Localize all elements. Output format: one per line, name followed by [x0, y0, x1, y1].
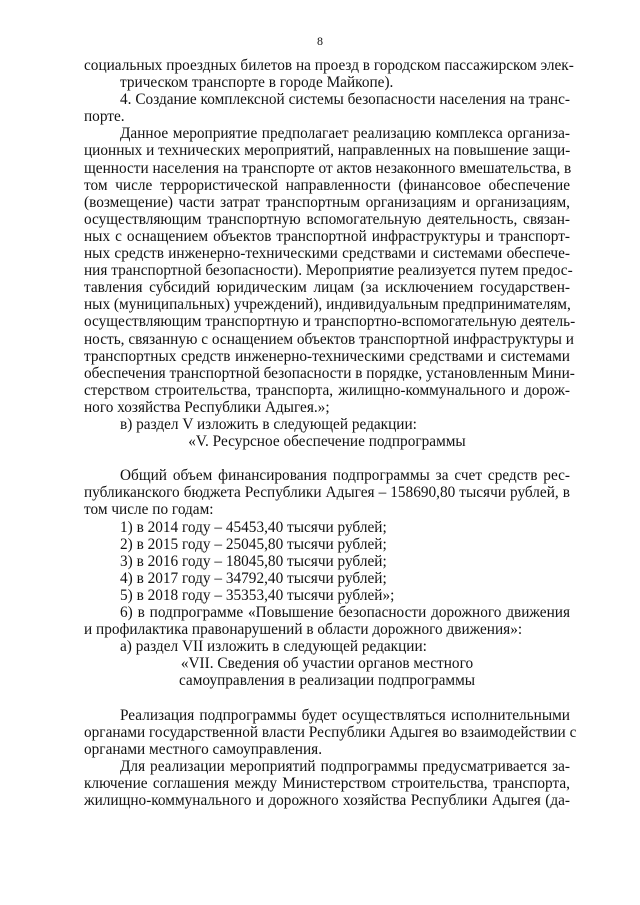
- text-line: а) раздел VII изложить в следующей редакции:: [120, 638, 427, 656]
- text-line: ного хозяйства Республики Адыгея.»;: [84, 398, 330, 416]
- text-line: «VII. Сведения об участии органов местного: [180, 655, 474, 673]
- text-line: и профилактика правонарушений в области дорожного движения»:: [84, 621, 523, 639]
- blank-line: [84, 689, 570, 706]
- text-line: в) раздел V изложить в следующей редакции:: [120, 415, 417, 433]
- text-line: самоуправления в реализации подпрограммы: [178, 672, 476, 690]
- text-line: жилищно-коммунального и дорожного хозяйства Республики Адыгея (да-: [84, 792, 570, 810]
- text-line: 4) в 2017 году – 34792,40 тысячи рублей;: [120, 569, 387, 587]
- text-line: обеспечения транспортной безопасности в порядке, установленным Мини-: [84, 364, 575, 382]
- text-line: Для реализации мероприятий подпрограммы предусматривается за-: [120, 757, 570, 775]
- text-line: ния транспортной безопасности). Мероприятие реализуется путем предос-: [84, 262, 573, 280]
- text-line: порте.: [84, 108, 125, 126]
- text-line: ных средств инженерно-техническими средствами и системами обеспече-: [84, 245, 570, 263]
- text-line: том числе по годам:: [84, 501, 214, 519]
- text-line: стерством строительства, транспорта, жилищно-коммунального и дорож-: [84, 381, 570, 399]
- text-line: публиканского бюджета Республики Адыгея – 158690,80 тысячи рублей, в: [84, 484, 570, 502]
- text-line: трическом транспорте в городе Майкопе).: [120, 74, 394, 92]
- text-line: щенности населения на транспорте от актов незаконного вмешательства, в: [84, 159, 572, 177]
- document-body: [84, 57, 577, 810]
- text-line: «V. Ресурсное обеспечение подпрограммы: [188, 433, 466, 451]
- text-line: Общий объем финансирования подпрограммы за счет средств рес-: [120, 467, 570, 485]
- text-line: органами государственной власти Республики Адыгея во взаимодействии с: [84, 723, 577, 741]
- text-line: социальных проездных билетов на проезд в городском пассажирском элек-: [84, 57, 574, 74]
- text-line: 2) в 2015 году – 25045,80 тысячи рублей;: [120, 535, 387, 553]
- text-line: ность, связанную с оснащением объектов транспортной инфраструктуры и: [84, 330, 574, 348]
- text-line: 5) в 2018 году – 35353,40 тысячи рублей»;: [120, 586, 395, 604]
- blank-line: [84, 450, 570, 467]
- text-line: осуществляющим транспортную и транспортно-вспомогательную деятель-: [84, 313, 576, 331]
- text-line: транспортных средств инженерно-техническими средствами и системами: [84, 347, 570, 365]
- text-line: том числе террористической направленности (финансовое обеспечение: [84, 176, 570, 194]
- text-line: органами местного самоуправления.: [84, 740, 323, 758]
- text-line: ционных и технических мероприятий, направленных на повышение защи-: [84, 142, 571, 160]
- text-line: 4. Создание комплексной системы безопасности населения на транс-: [120, 91, 570, 109]
- text-line: Данное мероприятие предполагает реализацию комплекса организа-: [120, 125, 570, 143]
- text-line: ных (муниципальных) учреждений), индивидуальным предпринимателям,: [84, 296, 571, 314]
- text-line: осуществляющим транспортную вспомогательную деятельность, связан-: [84, 210, 570, 228]
- text-line: ключение соглашения между Министерством строительства, транспорта,: [84, 774, 570, 792]
- text-line: ных с оснащением объектов транспортной инфраструктуры и транспорт-: [84, 227, 570, 245]
- text-line: 3) в 2016 году – 18045,80 тысячи рублей;: [120, 552, 387, 570]
- page-number: 8: [317, 34, 323, 48]
- text-line: 1) в 2014 году – 45453,40 тысячи рублей;: [120, 518, 387, 536]
- text-line: Реализация подпрограммы будет осуществляться исполнительными: [120, 706, 570, 724]
- text-line: 6) в подпрограмме «Повышение безопасности дорожного движения: [120, 604, 570, 621]
- text-line: тавления субсидий юридическим лицам (за исключением государствен-: [84, 279, 570, 297]
- text-line: (возмещение) части затрат транспортным организациям и организациям,: [84, 193, 570, 211]
